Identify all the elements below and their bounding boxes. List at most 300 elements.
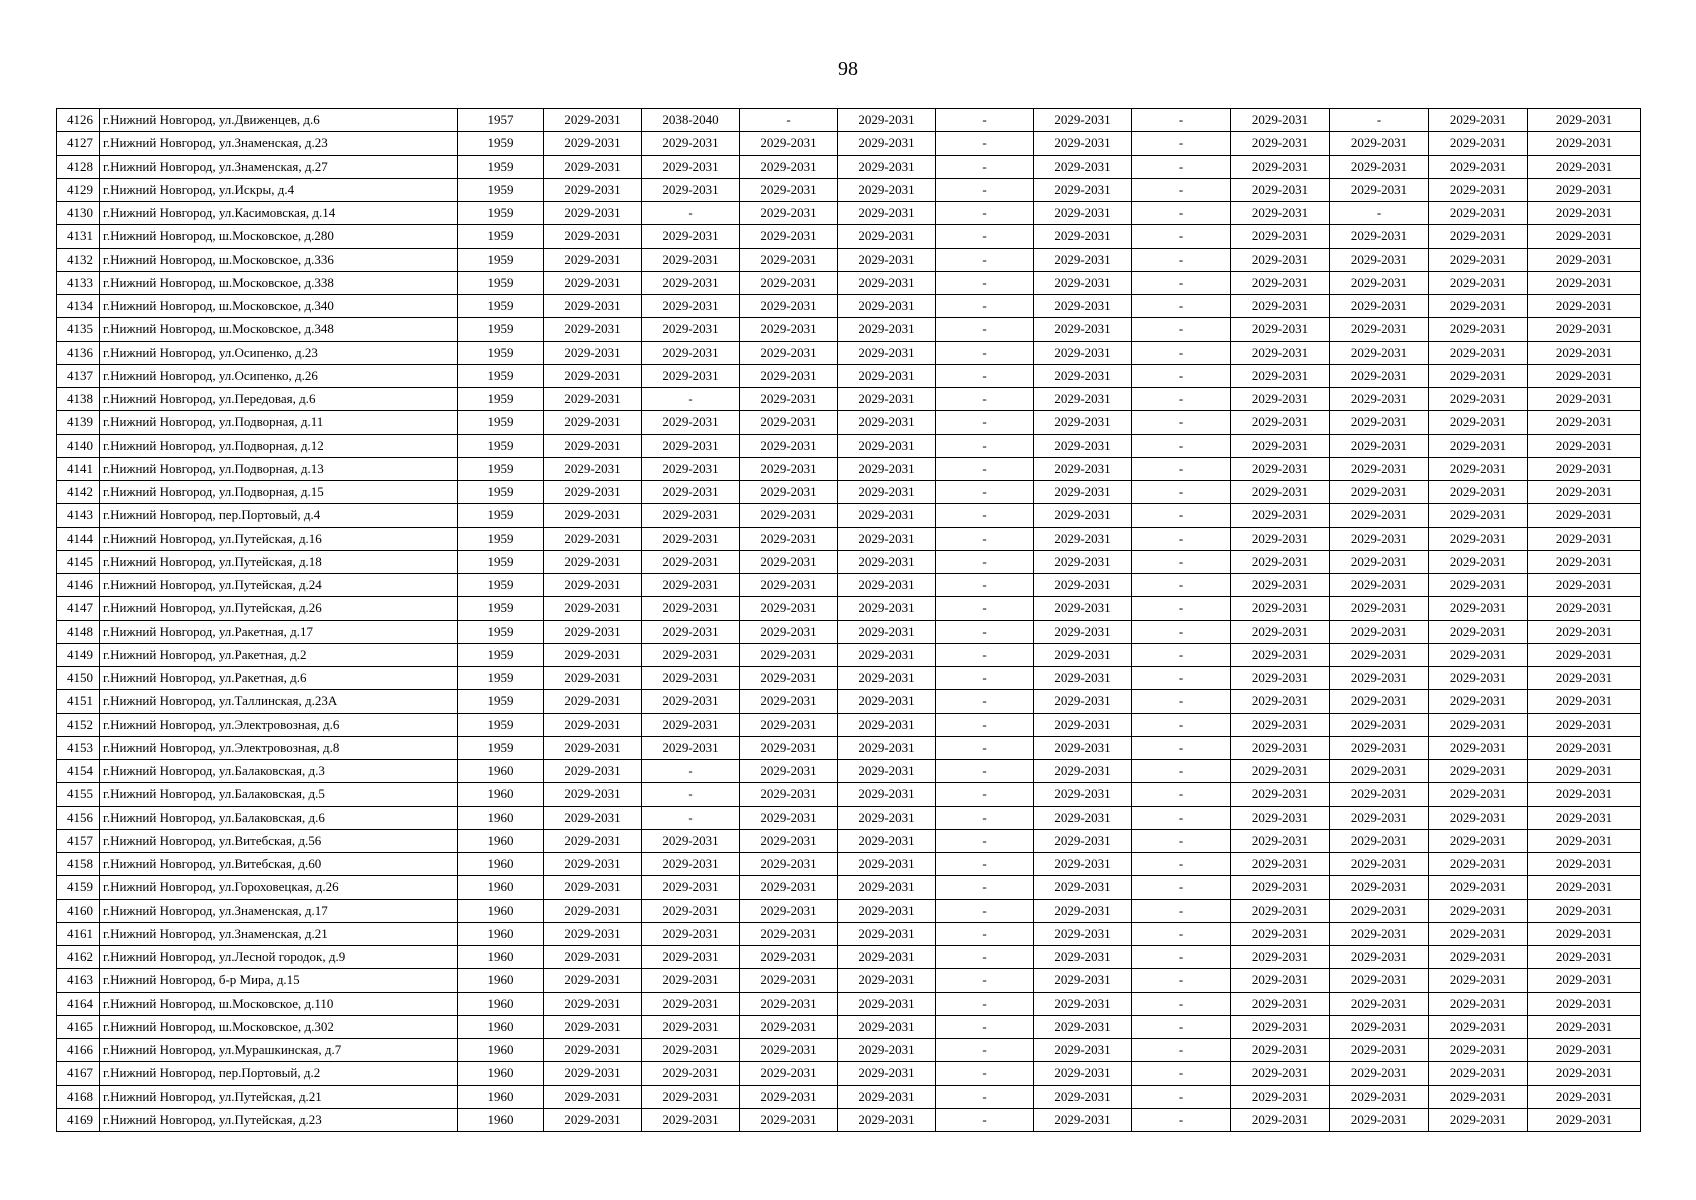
- table-row: [57, 574, 1641, 597]
- period-cell: 2029-2031: [1330, 457, 1429, 480]
- table-row: [57, 806, 1641, 829]
- address-cell: г.Нижний Новгород, ул.Электровозная, д.8: [100, 736, 458, 759]
- period-cell: 2029-2031: [1528, 969, 1641, 992]
- year-cell: 1960: [458, 806, 544, 829]
- period-cell: 2029-2031: [1330, 248, 1429, 271]
- address-cell: г.Нижний Новгород, ул.Искры, д.4: [100, 178, 458, 201]
- period-cell: 2029-2031: [1034, 1062, 1132, 1085]
- period-cell: 2029-2031: [1231, 388, 1330, 411]
- address-cell: г.Нижний Новгород, ул.Гороховецкая, д.26: [100, 876, 458, 899]
- address-cell: г.Нижний Новгород, ул.Знаменская, д.17: [100, 899, 458, 922]
- period-cell: 2029-2031: [544, 271, 642, 294]
- period-cell: 2029-2031: [544, 713, 642, 736]
- period-cell: 2029-2031: [642, 969, 740, 992]
- period-cell: -: [1132, 667, 1231, 690]
- period-cell: -: [936, 853, 1034, 876]
- row-number: 4159: [57, 876, 100, 899]
- period-cell: 2029-2031: [1429, 271, 1528, 294]
- period-cell: 2029-2031: [1429, 109, 1528, 132]
- period-cell: 2029-2031: [740, 1015, 838, 1038]
- period-cell: 2029-2031: [838, 457, 936, 480]
- period-cell: 2029-2031: [740, 1108, 838, 1131]
- period-cell: -: [936, 574, 1034, 597]
- table-row: [57, 132, 1641, 155]
- period-cell: 2029-2031: [642, 829, 740, 852]
- period-cell: 2029-2031: [1330, 643, 1429, 666]
- period-cell: -: [1132, 388, 1231, 411]
- period-cell: -: [1132, 178, 1231, 201]
- year-cell: 1959: [458, 550, 544, 573]
- period-cell: 2029-2031: [838, 574, 936, 597]
- period-cell: 2029-2031: [642, 341, 740, 364]
- period-cell: 2029-2031: [1330, 597, 1429, 620]
- address-cell: г.Нижний Новгород, пер.Портовый, д.2: [100, 1062, 458, 1085]
- address-cell: г.Нижний Новгород, б-р Мира, д.15: [100, 969, 458, 992]
- period-cell: -: [936, 504, 1034, 527]
- year-cell: 1959: [458, 713, 544, 736]
- page-number: 98: [838, 58, 858, 80]
- period-cell: 2029-2031: [1429, 434, 1528, 457]
- period-cell: 2029-2031: [1429, 1062, 1528, 1085]
- period-cell: 2029-2031: [1231, 271, 1330, 294]
- period-cell: 2029-2031: [1034, 178, 1132, 201]
- period-cell: 2029-2031: [740, 364, 838, 387]
- row-number: 4143: [57, 504, 100, 527]
- row-number: 4167: [57, 1062, 100, 1085]
- period-cell: -: [936, 527, 1034, 550]
- period-cell: 2029-2031: [544, 922, 642, 945]
- year-cell: 1959: [458, 481, 544, 504]
- period-cell: 2029-2031: [1034, 109, 1132, 132]
- period-cell: -: [1132, 969, 1231, 992]
- year-cell: 1957: [458, 109, 544, 132]
- row-number: 4128: [57, 155, 100, 178]
- period-cell: -: [1132, 1062, 1231, 1085]
- table-row: [57, 620, 1641, 643]
- year-cell: 1959: [458, 411, 544, 434]
- table-row: [57, 992, 1641, 1015]
- table-row: [57, 667, 1641, 690]
- period-cell: 2029-2031: [642, 411, 740, 434]
- period-cell: 2029-2031: [1429, 1039, 1528, 1062]
- period-cell: 2029-2031: [642, 597, 740, 620]
- table-row: [57, 434, 1641, 457]
- period-cell: 2029-2031: [1429, 318, 1528, 341]
- row-number: 4166: [57, 1039, 100, 1062]
- period-cell: 2029-2031: [838, 643, 936, 666]
- period-cell: 2029-2031: [544, 225, 642, 248]
- period-cell: 2029-2031: [544, 946, 642, 969]
- period-cell: 2029-2031: [1330, 318, 1429, 341]
- period-cell: 2029-2031: [1429, 667, 1528, 690]
- period-cell: 2029-2031: [642, 667, 740, 690]
- period-cell: -: [642, 202, 740, 225]
- row-number: 4155: [57, 783, 100, 806]
- address-cell: г.Нижний Новгород, ул.Витебская, д.56: [100, 829, 458, 852]
- period-cell: 2029-2031: [1528, 481, 1641, 504]
- period-cell: -: [1132, 574, 1231, 597]
- period-cell: -: [1132, 271, 1231, 294]
- period-cell: 2029-2031: [544, 109, 642, 132]
- period-cell: 2029-2031: [1330, 783, 1429, 806]
- period-cell: 2029-2031: [1034, 713, 1132, 736]
- period-cell: 2029-2031: [838, 597, 936, 620]
- period-cell: -: [1132, 341, 1231, 364]
- period-cell: 2029-2031: [740, 388, 838, 411]
- period-cell: -: [1132, 434, 1231, 457]
- period-cell: 2029-2031: [1429, 550, 1528, 573]
- row-number: 4162: [57, 946, 100, 969]
- period-cell: 2029-2031: [1034, 760, 1132, 783]
- table-row: [57, 736, 1641, 759]
- period-cell: 2029-2031: [838, 364, 936, 387]
- period-cell: -: [936, 806, 1034, 829]
- period-cell: 2029-2031: [1528, 643, 1641, 666]
- period-cell: 2029-2031: [1034, 667, 1132, 690]
- period-cell: 2029-2031: [1231, 481, 1330, 504]
- address-cell: г.Нижний Новгород, ул.Знаменская, д.21: [100, 922, 458, 945]
- period-cell: -: [1132, 760, 1231, 783]
- table-row: [57, 643, 1641, 666]
- period-cell: 2029-2031: [1330, 271, 1429, 294]
- period-cell: 2029-2031: [642, 178, 740, 201]
- table-row: [57, 1085, 1641, 1108]
- period-cell: -: [936, 341, 1034, 364]
- period-cell: -: [1132, 550, 1231, 573]
- period-cell: 2029-2031: [1034, 550, 1132, 573]
- address-cell: г.Нижний Новгород, ш.Московское, д.302: [100, 1015, 458, 1038]
- period-cell: -: [936, 969, 1034, 992]
- period-cell: -: [642, 783, 740, 806]
- period-cell: 2029-2031: [1034, 736, 1132, 759]
- period-cell: 2029-2031: [1034, 295, 1132, 318]
- period-cell: 2029-2031: [1429, 411, 1528, 434]
- period-cell: 2029-2031: [1429, 760, 1528, 783]
- period-cell: 2029-2031: [544, 550, 642, 573]
- period-cell: -: [1132, 946, 1231, 969]
- year-cell: 1959: [458, 225, 544, 248]
- period-cell: -: [1132, 876, 1231, 899]
- address-cell: г.Нижний Новгород, ул.Таллинская, д.23А: [100, 690, 458, 713]
- period-cell: -: [936, 713, 1034, 736]
- period-cell: 2029-2031: [1528, 922, 1641, 945]
- period-cell: 2029-2031: [838, 690, 936, 713]
- period-cell: 2029-2031: [1231, 946, 1330, 969]
- period-cell: 2029-2031: [740, 643, 838, 666]
- period-cell: -: [936, 155, 1034, 178]
- row-number: 4142: [57, 481, 100, 504]
- period-cell: 2029-2031: [1034, 341, 1132, 364]
- table-row: [57, 760, 1641, 783]
- period-cell: 2029-2031: [642, 946, 740, 969]
- period-cell: 2029-2031: [642, 643, 740, 666]
- table-row: [57, 829, 1641, 852]
- period-cell: 2029-2031: [1528, 713, 1641, 736]
- period-cell: 2029-2031: [740, 713, 838, 736]
- period-cell: 2029-2031: [1429, 178, 1528, 201]
- row-number: 4161: [57, 922, 100, 945]
- period-cell: 2029-2031: [1231, 295, 1330, 318]
- period-cell: 2029-2031: [740, 829, 838, 852]
- address-cell: г.Нижний Новгород, ул.Лесной городок, д.9: [100, 946, 458, 969]
- address-cell: г.Нижний Новгород, ул.Ракетная, д.2: [100, 643, 458, 666]
- period-cell: 2029-2031: [838, 1062, 936, 1085]
- period-cell: 2029-2031: [740, 853, 838, 876]
- period-cell: -: [1132, 248, 1231, 271]
- period-cell: 2029-2031: [642, 1085, 740, 1108]
- address-cell: г.Нижний Новгород, ул.Осипенко, д.23: [100, 341, 458, 364]
- period-cell: 2029-2031: [544, 690, 642, 713]
- row-number: 4141: [57, 457, 100, 480]
- row-number: 4168: [57, 1085, 100, 1108]
- period-cell: 2029-2031: [1231, 155, 1330, 178]
- table-row: [57, 411, 1641, 434]
- period-cell: 2029-2031: [740, 457, 838, 480]
- period-cell: -: [936, 225, 1034, 248]
- period-cell: 2029-2031: [740, 271, 838, 294]
- period-cell: 2029-2031: [838, 132, 936, 155]
- period-cell: -: [1132, 457, 1231, 480]
- period-cell: 2029-2031: [1528, 318, 1641, 341]
- address-cell: г.Нижний Новгород, ул.Подворная, д.13: [100, 457, 458, 480]
- year-cell: 1960: [458, 1015, 544, 1038]
- period-cell: 2029-2031: [642, 1015, 740, 1038]
- table-row: [57, 364, 1641, 387]
- period-cell: 2029-2031: [1330, 411, 1429, 434]
- year-cell: 1960: [458, 969, 544, 992]
- period-cell: 2029-2031: [544, 806, 642, 829]
- period-cell: 2029-2031: [1231, 109, 1330, 132]
- period-cell: 2029-2031: [1528, 667, 1641, 690]
- period-cell: 2029-2031: [1330, 178, 1429, 201]
- period-cell: 2029-2031: [544, 295, 642, 318]
- period-cell: 2029-2031: [1528, 1015, 1641, 1038]
- address-cell: г.Нижний Новгород, ул.Касимовская, д.14: [100, 202, 458, 225]
- period-cell: 2029-2031: [1528, 992, 1641, 1015]
- period-cell: 2029-2031: [1528, 783, 1641, 806]
- period-cell: 2029-2031: [740, 783, 838, 806]
- period-cell: 2029-2031: [1034, 574, 1132, 597]
- year-cell: 1959: [458, 295, 544, 318]
- table-row: [57, 1015, 1641, 1038]
- period-cell: 2029-2031: [1528, 574, 1641, 597]
- table-row: [57, 527, 1641, 550]
- period-cell: 2029-2031: [1231, 783, 1330, 806]
- period-cell: 2029-2031: [838, 318, 936, 341]
- period-cell: 2029-2031: [1034, 992, 1132, 1015]
- period-cell: 2029-2031: [1330, 853, 1429, 876]
- period-cell: 2029-2031: [1231, 760, 1330, 783]
- year-cell: 1959: [458, 364, 544, 387]
- period-cell: -: [936, 760, 1034, 783]
- period-cell: 2029-2031: [642, 899, 740, 922]
- period-cell: 2029-2031: [838, 550, 936, 573]
- period-cell: 2029-2031: [1429, 969, 1528, 992]
- period-cell: 2029-2031: [1034, 1108, 1132, 1131]
- period-cell: 2029-2031: [838, 969, 936, 992]
- period-cell: 2029-2031: [838, 667, 936, 690]
- period-cell: -: [1132, 527, 1231, 550]
- period-cell: -: [1132, 1039, 1231, 1062]
- period-cell: 2029-2031: [1528, 550, 1641, 573]
- period-cell: -: [642, 760, 740, 783]
- period-cell: 2029-2031: [1528, 829, 1641, 852]
- table-row: [57, 248, 1641, 271]
- period-cell: 2029-2031: [544, 1085, 642, 1108]
- period-cell: -: [1132, 597, 1231, 620]
- period-cell: -: [1132, 620, 1231, 643]
- period-cell: 2029-2031: [1231, 736, 1330, 759]
- period-cell: 2029-2031: [1034, 132, 1132, 155]
- period-cell: 2029-2031: [838, 202, 936, 225]
- year-cell: 1959: [458, 271, 544, 294]
- period-cell: 2029-2031: [740, 690, 838, 713]
- row-number: 4131: [57, 225, 100, 248]
- row-number: 4136: [57, 341, 100, 364]
- address-cell: г.Нижний Новгород, ш.Московское, д.336: [100, 248, 458, 271]
- period-cell: 2029-2031: [1231, 527, 1330, 550]
- period-cell: -: [1132, 481, 1231, 504]
- period-cell: 2029-2031: [1034, 248, 1132, 271]
- row-number: 4137: [57, 364, 100, 387]
- row-number: 4145: [57, 550, 100, 573]
- row-number: 4154: [57, 760, 100, 783]
- period-cell: 2029-2031: [1034, 202, 1132, 225]
- period-cell: 2029-2031: [1528, 1108, 1641, 1131]
- table-row: [57, 109, 1641, 132]
- period-cell: 2029-2031: [642, 504, 740, 527]
- period-cell: 2029-2031: [1231, 853, 1330, 876]
- period-cell: 2029-2031: [1528, 155, 1641, 178]
- period-cell: -: [936, 643, 1034, 666]
- period-cell: 2029-2031: [1429, 643, 1528, 666]
- period-cell: 2029-2031: [544, 783, 642, 806]
- address-cell: г.Нижний Новгород, ул.Подворная, д.12: [100, 434, 458, 457]
- period-cell: 2029-2031: [838, 876, 936, 899]
- period-cell: 2029-2031: [838, 760, 936, 783]
- period-cell: 2029-2031: [1330, 969, 1429, 992]
- period-cell: -: [936, 667, 1034, 690]
- period-cell: -: [936, 620, 1034, 643]
- period-cell: 2029-2031: [1231, 132, 1330, 155]
- period-cell: 2029-2031: [1330, 132, 1429, 155]
- period-cell: 2029-2031: [1231, 667, 1330, 690]
- period-cell: 2029-2031: [1034, 922, 1132, 945]
- period-cell: 2029-2031: [740, 620, 838, 643]
- year-cell: 1959: [458, 690, 544, 713]
- period-cell: 2029-2031: [1429, 783, 1528, 806]
- address-cell: г.Нижний Новгород, ул.Движенцев, д.6: [100, 109, 458, 132]
- period-cell: 2029-2031: [642, 690, 740, 713]
- period-cell: 2029-2031: [1429, 527, 1528, 550]
- period-cell: 2029-2031: [838, 1108, 936, 1131]
- period-cell: 2029-2031: [1429, 364, 1528, 387]
- period-cell: 2029-2031: [1231, 178, 1330, 201]
- period-cell: 2029-2031: [740, 922, 838, 945]
- period-cell: 2029-2031: [838, 783, 936, 806]
- period-cell: 2029-2031: [1528, 504, 1641, 527]
- period-cell: 2029-2031: [642, 248, 740, 271]
- year-cell: 1960: [458, 1085, 544, 1108]
- period-cell: -: [936, 1015, 1034, 1038]
- period-cell: 2029-2031: [1528, 225, 1641, 248]
- period-cell: 2029-2031: [642, 922, 740, 945]
- year-cell: 1960: [458, 899, 544, 922]
- period-cell: 2029-2031: [544, 1108, 642, 1131]
- period-cell: -: [642, 388, 740, 411]
- row-number: 4156: [57, 806, 100, 829]
- address-cell: г.Нижний Новгород, ш.Московское, д.110: [100, 992, 458, 1015]
- period-cell: 2029-2031: [1429, 457, 1528, 480]
- address-cell: г.Нижний Новгород, ул.Балаковская, д.5: [100, 783, 458, 806]
- period-cell: -: [1132, 643, 1231, 666]
- period-cell: 2029-2031: [1330, 155, 1429, 178]
- period-cell: 2029-2031: [1034, 388, 1132, 411]
- row-number: 4163: [57, 969, 100, 992]
- period-cell: 2029-2031: [740, 1062, 838, 1085]
- period-cell: -: [936, 132, 1034, 155]
- period-cell: -: [936, 690, 1034, 713]
- period-cell: 2029-2031: [1429, 132, 1528, 155]
- period-cell: -: [936, 736, 1034, 759]
- period-cell: 2029-2031: [1231, 806, 1330, 829]
- period-cell: 2029-2031: [1528, 527, 1641, 550]
- period-cell: 2029-2031: [642, 295, 740, 318]
- table-row: [57, 690, 1641, 713]
- period-cell: -: [1132, 1085, 1231, 1108]
- period-cell: 2029-2031: [740, 434, 838, 457]
- period-cell: 2029-2031: [838, 527, 936, 550]
- table-row: [57, 202, 1641, 225]
- period-cell: -: [1132, 922, 1231, 945]
- period-cell: 2029-2031: [1034, 411, 1132, 434]
- period-cell: 2029-2031: [1034, 364, 1132, 387]
- address-cell: г.Нижний Новгород, ш.Московское, д.340: [100, 295, 458, 318]
- table-row: [57, 713, 1641, 736]
- period-cell: 2029-2031: [1528, 760, 1641, 783]
- period-cell: -: [1132, 853, 1231, 876]
- period-cell: 2029-2031: [838, 829, 936, 852]
- period-cell: 2029-2031: [1034, 783, 1132, 806]
- period-cell: 2029-2031: [1429, 1015, 1528, 1038]
- period-cell: 2029-2031: [1034, 876, 1132, 899]
- period-cell: 2029-2031: [1429, 155, 1528, 178]
- row-number: 4150: [57, 667, 100, 690]
- period-cell: -: [936, 876, 1034, 899]
- period-cell: 2029-2031: [544, 504, 642, 527]
- table-row: [57, 155, 1641, 178]
- period-cell: -: [1132, 225, 1231, 248]
- row-number: 4126: [57, 109, 100, 132]
- period-cell: -: [936, 178, 1034, 201]
- period-cell: 2029-2031: [1330, 760, 1429, 783]
- period-cell: 2029-2031: [1528, 295, 1641, 318]
- period-cell: -: [1132, 899, 1231, 922]
- period-cell: 2029-2031: [642, 992, 740, 1015]
- period-cell: 2029-2031: [642, 713, 740, 736]
- period-cell: 2029-2031: [1528, 202, 1641, 225]
- period-cell: 2029-2031: [740, 992, 838, 1015]
- address-cell: г.Нижний Новгород, ул.Электровозная, д.6: [100, 713, 458, 736]
- period-cell: 2029-2031: [1034, 690, 1132, 713]
- period-cell: 2029-2031: [1528, 248, 1641, 271]
- period-cell: 2029-2031: [1429, 341, 1528, 364]
- period-cell: 2029-2031: [1034, 969, 1132, 992]
- schedule-table: [56, 108, 1641, 1132]
- period-cell: 2029-2031: [1330, 1039, 1429, 1062]
- period-cell: 2029-2031: [1429, 574, 1528, 597]
- period-cell: 2029-2031: [838, 481, 936, 504]
